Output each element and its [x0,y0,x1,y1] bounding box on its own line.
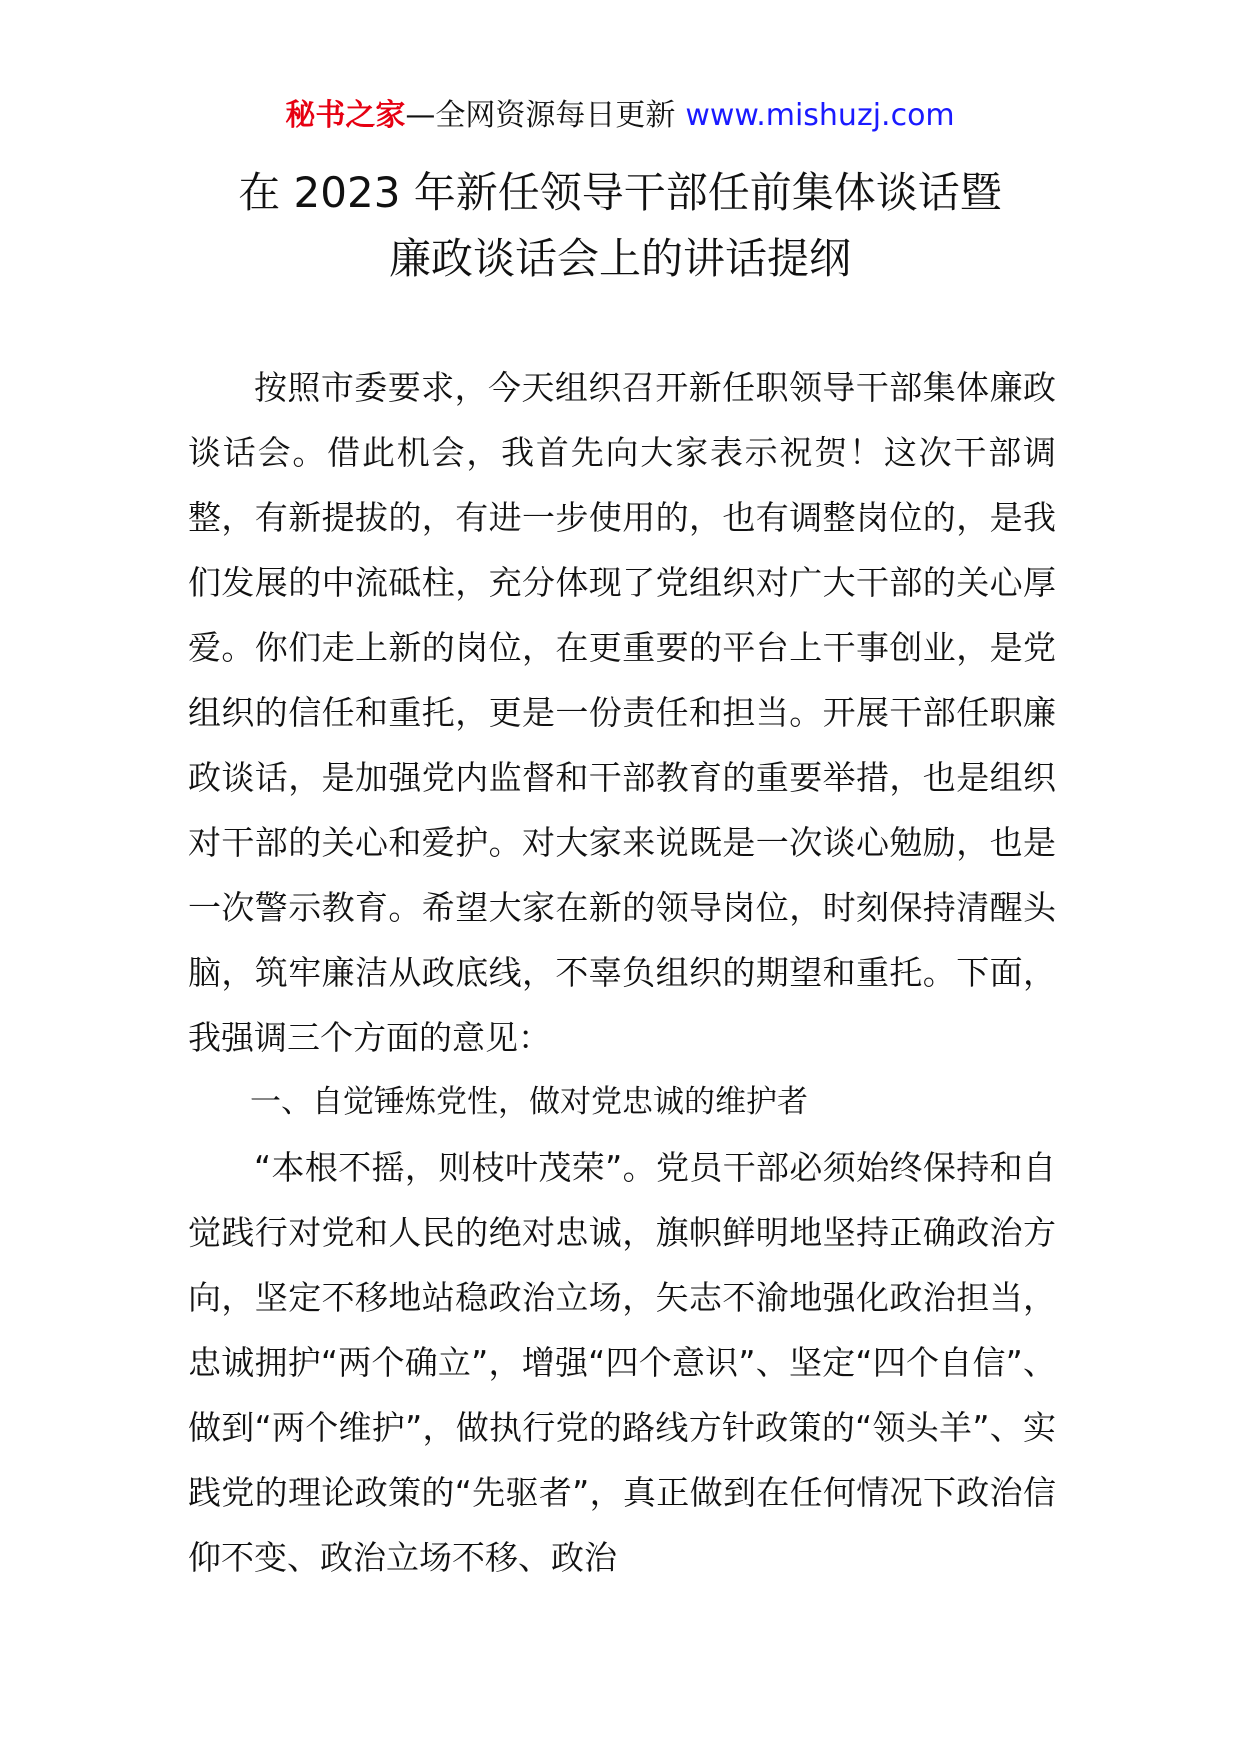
paragraph-section-1: “本根不摇，则枝叶茂荣”。党员干部必须始终保持和自觉践行对党和人民的绝对忠诚，旗帜鲜明地坚持正确政治方向，坚定不移地站稳政治立场，矢志不渝地强化政治担当，忠诚拥护“两个确立”，增强“四个意识”、坚定“四个自信”、做到“两个维护”，做执行党的路线方针政策的“领头羊”、实践党的理论政策的“先驱者”，真正做到在任何情况下政治信仰不变、政治立场不移、政治 [188,1148,1056,1577]
paragraph-intro: 按照市委要求，今天组织召开新任职领导干部集体廉政谈话会。借此机会，我首先向大家表示祝贺！这次干部调整，有新提拔的，有进一步使用的，也有调整岗位的，是我们发展的中流砥柱，充分体现了党组织对广大干部的关心厚爱。你们走上新的岗位，在更重要的平台上干事创业，是党组织的信任和重托，更是一份责任和担当。开展干部任职廉政谈话，是加强党内监督和干部教育的重要举措，也是组织对干部的关心和爱护。对大家来说既是一次谈心勉励，也是一次警示教育。希望大家在新的领导岗位，时刻保持清醒头脑，筑牢廉洁从政底线，不辜负组织的期望和重托。下面，我强调三个方面的意见： [188,368,1056,1057]
section-heading-1: 一、自觉锤炼党性，做对党忠诚的维护者 [250,1084,808,1120]
document-body [188,355,1056,1590]
brand-name: 秘书之家 [285,98,406,133]
header-tagline: —全网资源每日更新 [405,98,676,133]
site-header [0,96,1240,136]
title-line-2: 廉政谈话会上的讲话提纲 [388,234,851,283]
site-url-link[interactable]: www.mishuzj.com [685,98,955,133]
title-line-1: 在 2023 年新任领导干部任前集体谈话暨 [238,168,1002,217]
document-title [0,160,1240,292]
